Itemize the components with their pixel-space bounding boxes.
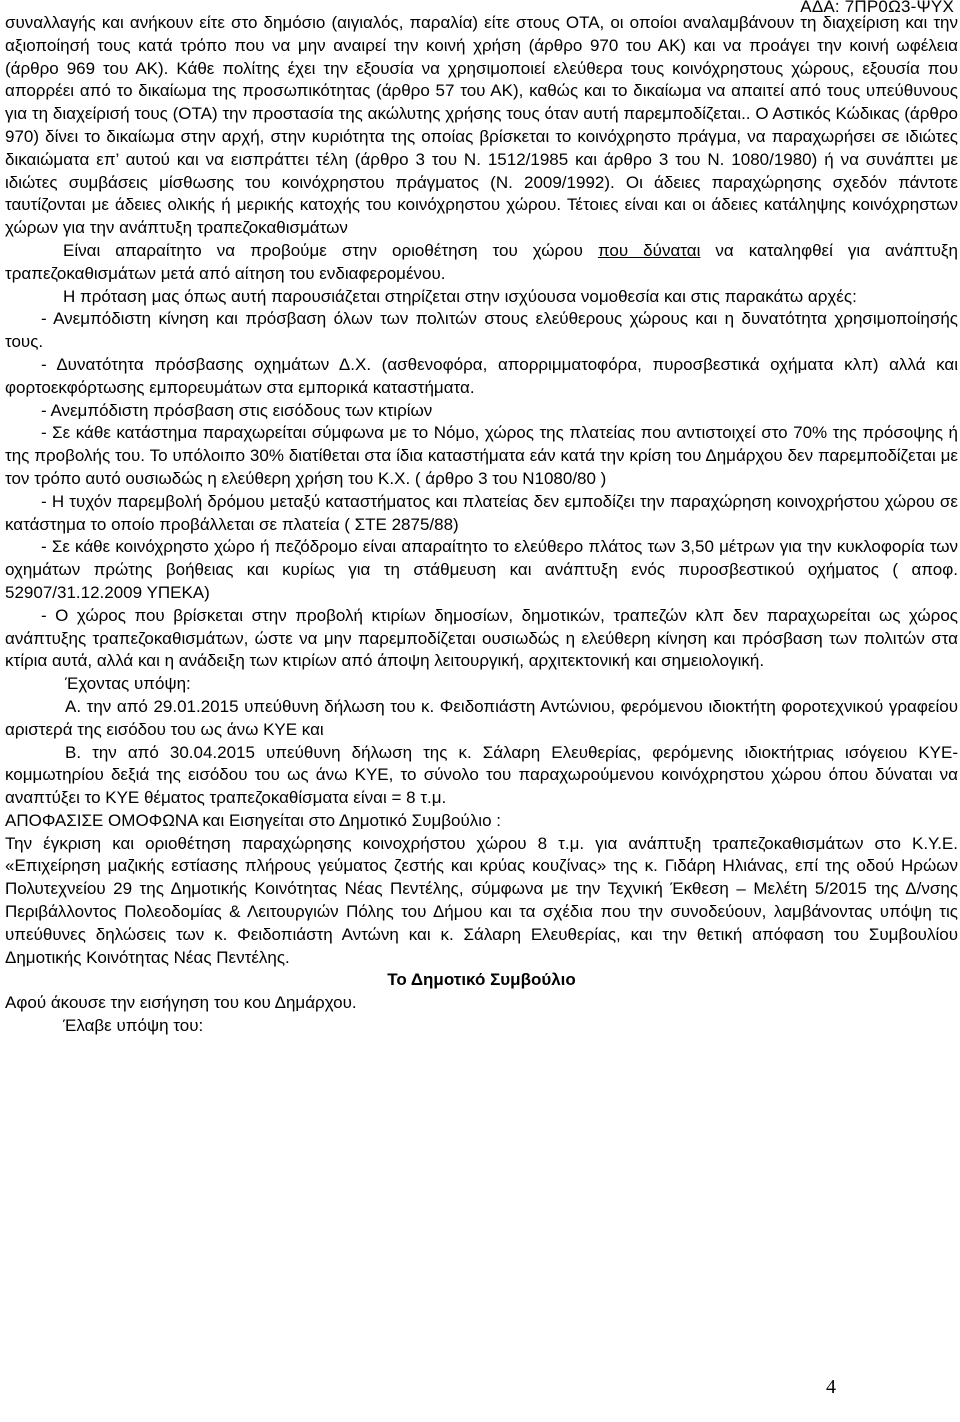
delimitation-underlined: που δύναται: [597, 240, 701, 260]
paragraph-proposal: Η πρόταση μας όπως αυτή παρουσιάζεται στηρίζεται στην ισχύουσα νομοθεσία και στις παρακάτω αρχές:: [63, 286, 857, 306]
approval-paragraph: Την έγκριση και οριοθέτηση παραχώρησης κοινοχρήστου χώρου 8 τ.μ. για ανάπτυξη τραπεζοκαθισμάτων στο Κ.Υ.Ε. «Επιχείρηση μαζικής εστίασης πλήρους γεύματος ζεστής και κρύας κουζίνας» της κ. Γιδάρη Ηλιάνας, επί της οδού Ηρώων Πολυτεχνείου 29 της Δημοτικής Κοινότητας Νέας Πεντέλης, σύμφωνα με την Τεχνική Έκθεση – Μελέτη 5/2015 της Δ/νσης Περιβάλλοντος Πολεοδομίας & Λειτουργιών Πόλης του Δήμου και τα σχέδια που την συνοδεύουν, λαμβάνοντας υπόψη τις υπεύθυνες δηλώσεις των κ. Φειδοπιάστη Αντώνη και κ. Σάλαρη Ελευθερίας, και την θετική απόφαση του Συμβουλίου Δημοτικής Κοινότητας Νέας Πεντέλης.: [5, 833, 958, 967]
delimitation-text-a: Είναι απαραίτητο να προβούμε στην οριοθέτηση του χώρου: [63, 240, 598, 260]
declaration-a: Α. την από 29.01.2015 υπεύθυνη δήλωση του κ. Φειδοπιάστη Αντώνιου, φερόμενου ιδιοκτήτη φοροτεχνικού γραφείου αριστερά της εισόδου του ως άνω ΚΥΕ και: [5, 696, 958, 739]
took-into-account-line: Έλαβε υπόψη του:: [63, 1016, 204, 1036]
ada-code: ΑΔΑ: 7ΠΡ0Ω3-ΨΥΧ: [800, 0, 954, 16]
heard-line: Αφού άκουσε την εισήγηση του κου Δημάρχου.: [5, 993, 357, 1013]
paragraph-delimitation: [5, 240, 958, 286]
principle-public-buildings: - Ο χώρος που βρίσκεται στην προβολή κτιρίων δημοσίων, δημοτικών, τραπεζών κλπ δεν παραχωρείται ως χώρος ανάπτυξης τραπεζοκαθισμάτων, ώστε να μην παρεμποδίζεται ουσιωδώς η ελεύθερη κίνηση και πρόσβαση των πολιτών στα κτίρια αυτά, αλλά και η ανάδειξη των κτιρίων από άποψη λειτουργική, αρχιτεκτονική και σημειολογική.: [5, 605, 958, 671]
principle-road-intervening: - Η τυχόν παρεμβολή δρόμου μεταξύ καταστήματος και πλατείας δεν εμποδίζει την παραχώρηση κοινοχρήστου χώρου σε κατάστημα το οποίο προβάλλεται σε πλατεία ( ΣΤΕ 2875/88): [5, 491, 958, 534]
principle-free-movement: - Ανεμπόδιστη κίνηση και πρόσβαση όλων των πολιτών στους ελεύθερους χώρους και η δυνατότητα χρησιμοποίησής τους.: [5, 309, 958, 352]
decision-line: ΑΠΟΦΑΣΙΣΕ ΟΜΟΦΩΝΑ και Εισηγείται στο Δημοτικό Συμβούλιο :: [5, 810, 501, 830]
page-number: 4: [826, 1376, 836, 1398]
principle-vehicle-access: - Δυνατότητα πρόσβασης οχημάτων Δ.Χ. (ασθενοφόρα, απορριμματοφόρα, πυροσβεστικά οχήματα κλπ) αλλά και φορτοεκφόρτωσης εμπορευμάτων στα εμπορικά καταστήματα.: [5, 354, 958, 397]
principle-70-percent: - Σε κάθε κατάστημα παραχωρείται σύμφωνα με το Νόμο, χώρος της πλατείας που αντιστοιχεί στο 70% της πρόσοψης ή της προβολής του. Το υπόλοιπο 30% διατίθεται στα ίδια καταστήματα εάν κατά την κρίση του Δημάρχου δεν παρεμποδίζεται με τον τρόπο αυτό ουσιωδώς η ελεύθερη χρήση του Κ.Χ. ( άρθρο 3 του Ν1080/80 ): [5, 423, 958, 488]
document-body: [5, 12, 958, 1038]
council-heading: Το Δημοτικό Συμβούλιο: [387, 970, 576, 990]
delimitation-text-b: να καταληφθεί για ανάπτυξη τραπεζοκαθισμάτων μετά από αίτηση του ενδιαφερομένου.: [5, 240, 958, 283]
principle-free-width: - Σε κάθε κοινόχρηστο χώρο ή πεζόδρομο είναι απαραίτητο το ελεύθερο πλάτος των 3,50 μέτρων για την κυκλοφορία των οχημάτων πρώτης βοήθειας και κυρίως για τη στάθμευση και ανάπτυξη ενός πυροσβεστικού οχήματος ( αποφ. 52907/31.12.2009 ΥΠΕΚΑ): [5, 537, 958, 602]
having-regard-heading: Έχοντας υπόψη:: [65, 674, 191, 694]
principle-building-access: - Ανεμπόδιστη πρόσβαση στις εισόδους των κτιρίων: [41, 400, 433, 420]
declaration-b: Β. την από 30.04.2015 υπεύθυνη δήλωση της κ. Σάλαρη Ελευθερίας, φερόμενης ιδιοκτήτριας ισόγειου ΚΥΕ- κομμωτηρίου δεξιά της εισόδου του ως άνω ΚΥΕ, το σύνολο του παραχωρούμενου κοινόχρηστου χώρου όπου δύναται να αναπτύξει το ΚΥΕ θέματος τραπεζοκαθίσματα είναι = 8 τ.μ.: [5, 742, 958, 808]
paragraph-public-spaces: συναλλαγής και ανήκουν είτε στο δημόσιο (αιγιαλός, παραλία) είτε στους ΟΤΑ, οι οποίοι αναλαμβάνουν τη διαχείριση και την αξιοποίησή τους κατά τρόπο που να μην αναιρεί την κοινή χρήση (άρθρο 970 του ΑΚ) και να προάγει την κοινή ωφέλεια (άρθρο 969 του ΑΚ). Κάθε πολίτης έχει την εξουσία να χρησιμοποιεί ελεύθερα τους κοινόχρηστους χώρους, εξουσία που απορρέει από το δικαίωμα της προσωπικότητας (άρθρο 57 του ΑΚ), καθώς και το δικαίωμα να απαιτεί από τους υπεύθυνους για τη διαχείρισή τους (ΟΤΑ) την προστασία της ακώλυτης χρήσης τους όταν αυτή παρεμποδίζεται.. Ο Αστικός Κώδικας (άρθρο 970) δίνει το δικαίωμα στην αρχή, στην κυριότητα της οποίας βρίσκεται το κοινόχρηστο πράγμα, να παραχωρήσει σε ιδιώτες δικαιώματα επ’ αυτού και να εισπράττει τέλη (άρθρο 3 του Ν. 1512/1985 και άρθρο 3 του Ν. 1080/1980) ή να συνάπτει με ιδιώτες συμβάσεις μίσθωσης του κοινόχρηστου πράγματος (Ν. 2009/1992). Οι άδειες παραχώρησης σχεδόν πάντοτε ταυτίζονται με άδειες ολικής ή μερικής κατοχής του κοινόχρηστου χώρου. Τέτοιες είναι και οι άδειες κατάληψης κοινόχρηστων χώρων για την ανάπτυξη τραπεζοκαθισμάτων: [5, 13, 958, 238]
